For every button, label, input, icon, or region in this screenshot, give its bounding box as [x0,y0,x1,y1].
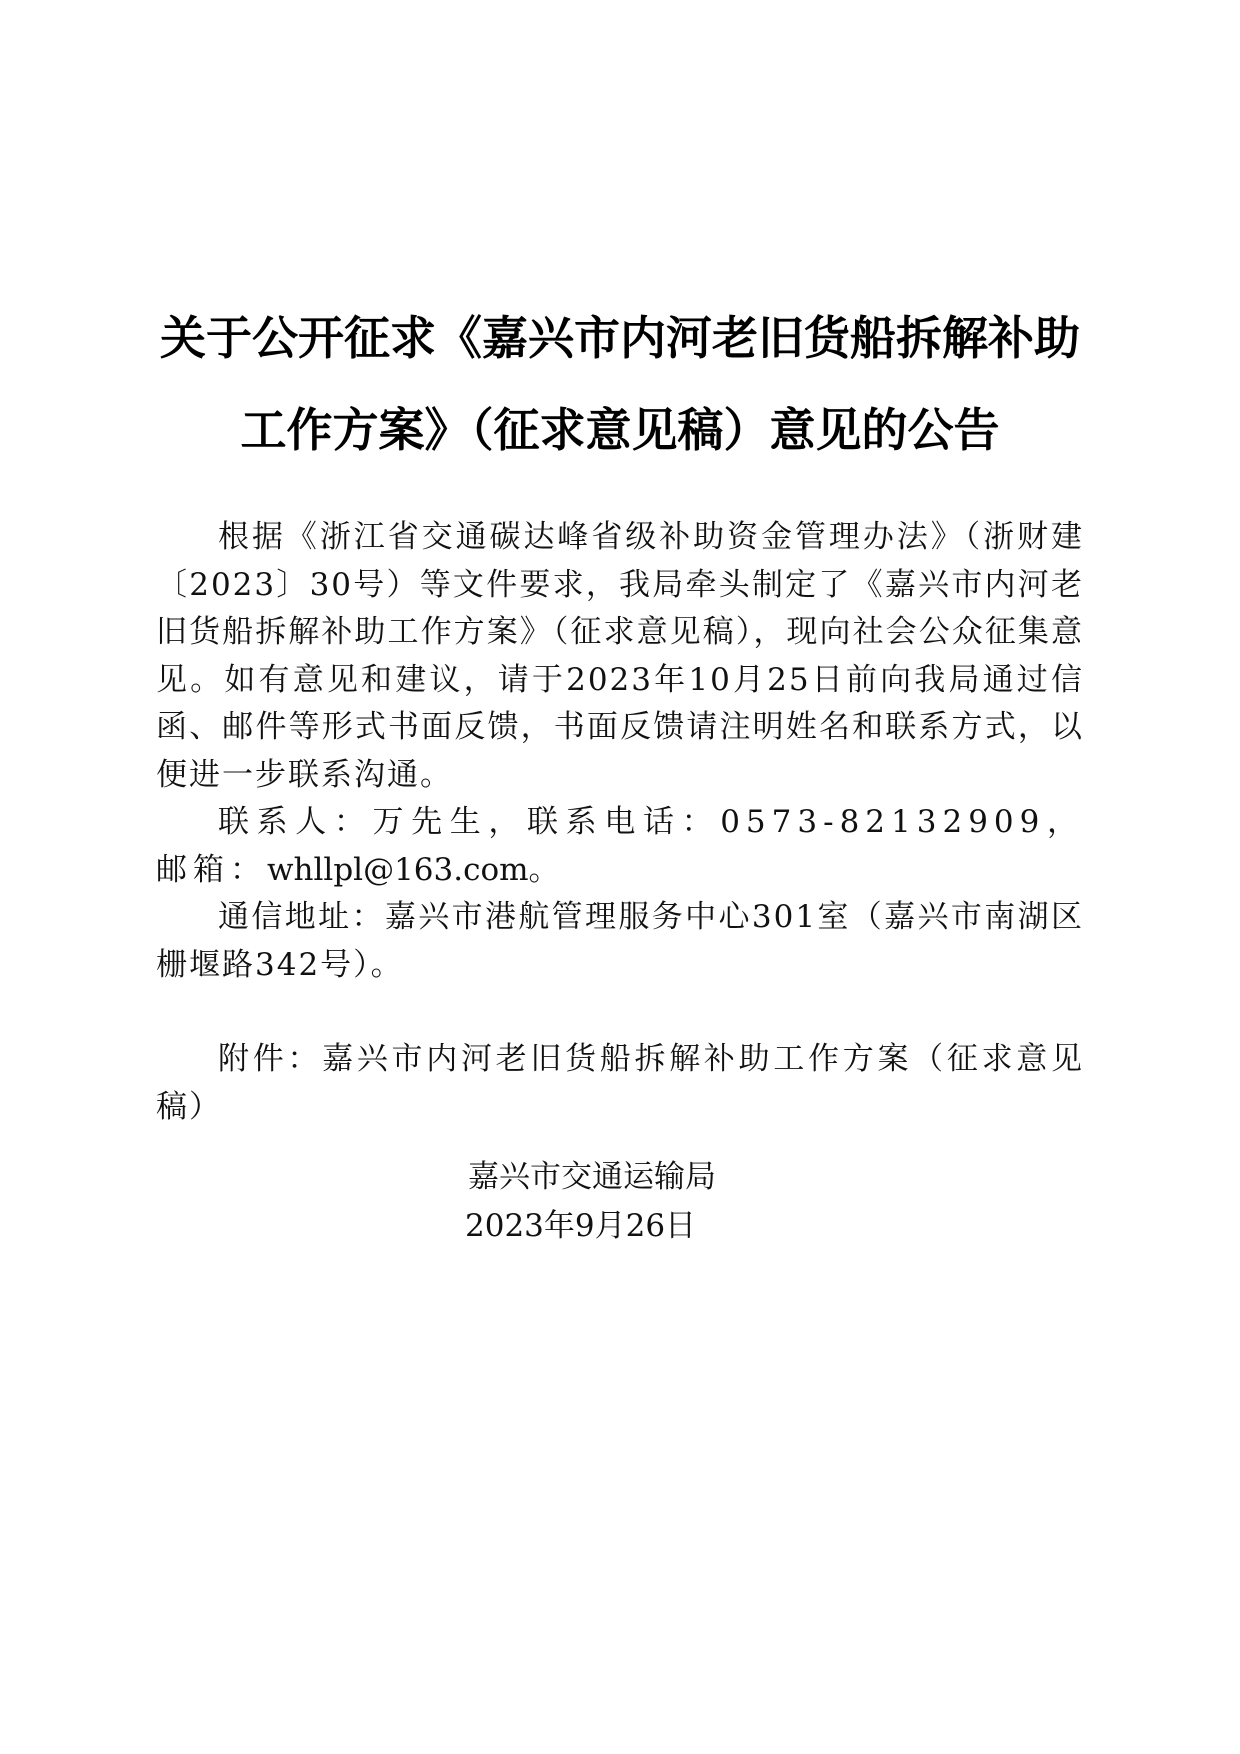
signature-organization: 嘉兴市交通运输局 [468,1159,716,1195]
intro-paragraph: 根据《浙江省交通碳达峰省级补助资金管理办法》（浙财建〔2023〕30号）等文件要求，我局牵头制定了《嘉兴市内河老旧货船拆解补助工作方案》（征求意见稿），现向社会公众征集意见。如有意见和建议，请于2023年10月25日前向我局通过信函、邮件等形式书面反馈，书面反馈请注明姓名和联系方式，以便进一步联系沟通。 [156,519,1084,793]
contact-paragraph [156,799,1084,894]
paragraph-spacer [156,989,1084,1036]
title-line-2: 工作方案》（征求意见稿）意见的公告 [240,403,1000,457]
signature-date: 2023年9月26日 [465,1208,697,1244]
address-paragraph: 通信地址：嘉兴市港航管理服务中心301室（嘉兴市南湖区栅堰路342号）。 [156,899,1084,983]
document-body [156,514,1084,1131]
contact-email: whllpl@163.com [267,851,529,888]
page-title [150,292,1090,476]
attachment-paragraph: 附件：嘉兴市内河老旧货船拆解补助工作方案（征求意见稿） [156,1041,1084,1125]
title-line-1: 关于公开征求《嘉兴市内河老旧货船拆解补助 [160,311,1080,365]
contact-text: 联系人：万先生，联系电话：0573-82132909，邮箱： [156,804,1084,888]
contact-suffix: 。 [528,851,566,888]
signature-block [420,1153,840,1251]
